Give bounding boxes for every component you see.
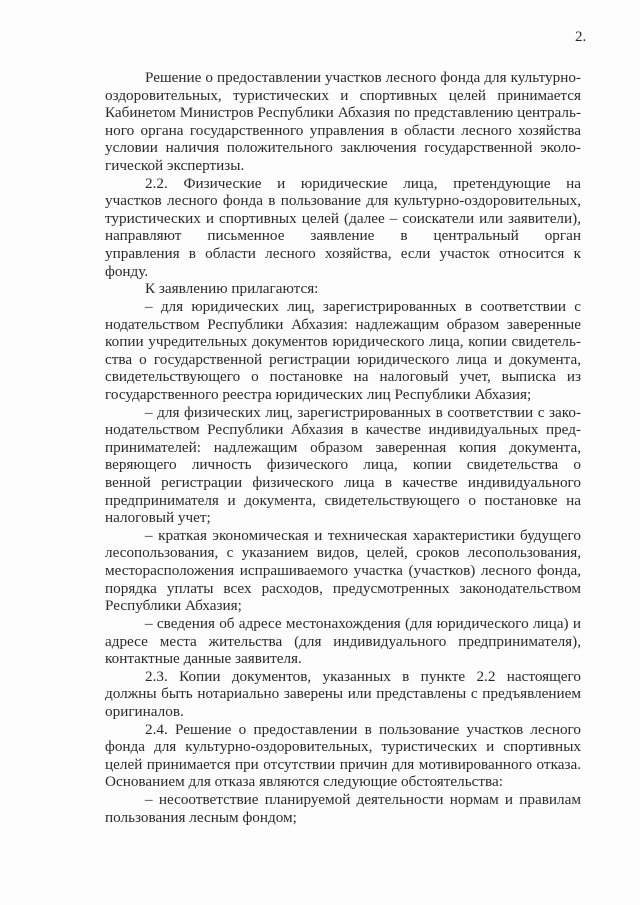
- text-line: Основанием для отказа являются следующие обстоятельства:: [105, 773, 503, 791]
- text-line: направляют письменное заявление в центральный орган: [105, 227, 581, 245]
- text-line: копии учредительных документов юридического лица, копии свидетель-: [105, 333, 581, 351]
- paragraph: [105, 404, 581, 527]
- paragraph: [105, 791, 581, 826]
- text-line: ного органа государственного управления в области лесного хозяйства: [105, 121, 581, 139]
- text-line: адресе места жительства (для индивидуального предпринимателя),: [105, 632, 581, 650]
- paragraph: [105, 69, 581, 175]
- paragraph: [105, 615, 581, 668]
- text-line: – сведения об адресе местонахождения (для юридического лица) и: [145, 614, 581, 632]
- text-line: туристических и спортивных целей (далее – соискатели или заявители),: [105, 209, 581, 227]
- text-line: Кабинетом Министров Республики Абхазия по представлению централь-: [105, 104, 581, 122]
- paragraph: [105, 280, 581, 298]
- paragraph: [105, 668, 581, 721]
- text-line: принимателей: надлежащим образом заверенная копия документа,: [105, 438, 581, 456]
- text-line: К заявлению прилагаются:: [145, 280, 319, 298]
- text-line: – краткая экономическая и техническая характеристики будущего: [145, 526, 581, 544]
- text-line: 2.3. Копии документов, указанных в пункте 2.2 настоящего: [145, 667, 581, 685]
- text-line: государственного реестра юридических лиц Республики Абхазия;: [105, 385, 532, 403]
- text-line: пользования лесным фондом;: [105, 808, 297, 826]
- text-line: 2.4. Решение о предоставлении в пользование участков лесного: [145, 720, 581, 738]
- paragraph: [105, 527, 581, 615]
- text-line: участков лесного фонда в пользование для культурно-оздоровительных,: [105, 192, 581, 210]
- paragraph: [105, 175, 581, 281]
- text-line: оригиналов.: [105, 702, 184, 720]
- text-line: оздоровительных, туристических и спортивных целей принимается: [105, 86, 581, 104]
- document-body: [105, 69, 581, 826]
- text-line: фонда для культурно-оздоровительных, туристических и спортивных: [105, 738, 581, 756]
- text-line: – несоответствие планируемой деятельности нормам и правилам: [145, 790, 581, 808]
- paragraph: [105, 721, 581, 791]
- text-line: Решение о предоставлении участков лесного фонда для культурно-: [145, 69, 581, 86]
- page-number: 2.: [575, 29, 587, 45]
- text-line: 2.2. Физические и юридические лица, претендующие на: [145, 174, 581, 192]
- text-line: целей принимается при отсутствии причин для мотивированного отказа.: [105, 755, 581, 773]
- text-line: должны быть нотариально заверены или представлены с предъявлением: [105, 685, 581, 703]
- text-line: фонду.: [105, 262, 149, 280]
- text-line: свидетельствующего о постановке на налоговый учет, выписка из: [105, 368, 581, 386]
- text-line: гической экспертизы.: [105, 157, 245, 175]
- text-line: венной регистрации физического лица в качестве индивидуального: [105, 474, 581, 492]
- paragraph: [105, 298, 581, 404]
- text-line: нодательством Республики Абхазия: надлежащим образом заверенные: [105, 315, 581, 333]
- text-line: ства о государственной регистрации юридического лица и документа,: [105, 350, 581, 368]
- text-line: условии наличия положительного заключения государственной эколо-: [105, 139, 581, 157]
- text-line: лесопользования, с указанием видов, целей, сроков лесопользования,: [105, 544, 581, 562]
- text-line: месторасположения испрашиваемого участка (участков) лесного фонда,: [105, 562, 581, 580]
- text-line: – для юридических лиц, зарегистрированных в соответствии с: [145, 297, 581, 315]
- text-line: Республики Абхазия;: [105, 597, 242, 615]
- text-line: порядка уплаты всех расходов, предусмотренных законодательством: [105, 579, 581, 597]
- text-line: веряющего личность физического лица, копии свидетельства о: [105, 456, 581, 474]
- text-line: нодательством Республики Абхазия в качестве индивидуальных пред-: [105, 421, 581, 439]
- text-line: контактные данные заявителя.: [105, 650, 302, 668]
- text-line: налоговый учет;: [105, 509, 211, 527]
- text-line: управления в области лесного хозяйства, если участок относится к: [105, 245, 581, 263]
- text-line: – для физических лиц, зарегистрированных в соответствии с зако-: [145, 403, 581, 421]
- text-line: предпринимателя и документа, свидетельствующего о постановке на: [105, 491, 581, 509]
